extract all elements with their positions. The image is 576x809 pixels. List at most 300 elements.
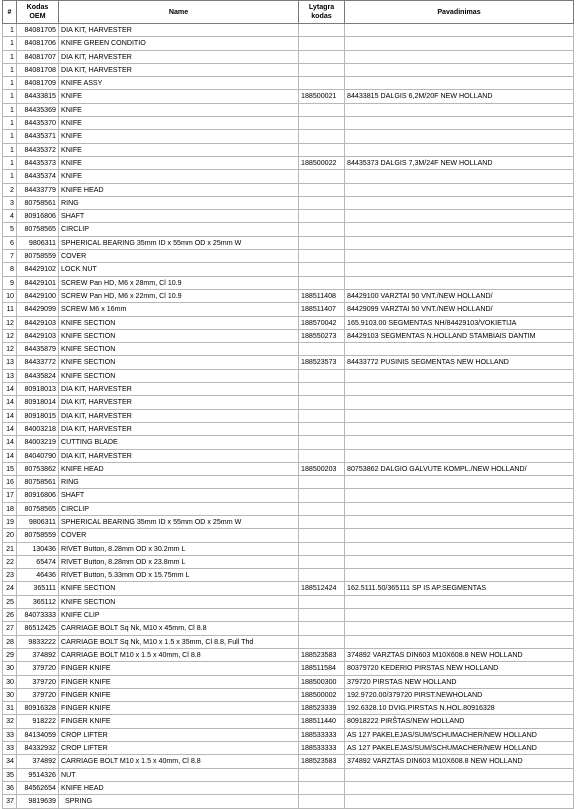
row-number: 33 xyxy=(3,728,17,741)
row-number: 9 xyxy=(3,276,17,289)
row-number: 32 xyxy=(3,715,17,728)
lytagra-code-cell xyxy=(299,103,345,116)
description-cell xyxy=(345,595,574,608)
lytagra-code-cell: 188511408 xyxy=(299,289,345,302)
description-cell xyxy=(345,343,574,356)
lytagra-code-cell xyxy=(299,263,345,276)
part-name-cell: CARRIAGE BOLT Sq Nk, M10 x 45mm, Cl 8.8 xyxy=(59,622,299,635)
lytagra-code-cell xyxy=(299,529,345,542)
description-cell xyxy=(345,117,574,130)
lytagra-code-cell: 188533333 xyxy=(299,742,345,755)
row-number: 14 xyxy=(3,422,17,435)
header-description: Pavadinimas xyxy=(345,1,574,24)
oem-code-cell: 84429103 xyxy=(17,329,59,342)
oem-code-cell: 80916806 xyxy=(17,210,59,223)
row-number: 14 xyxy=(3,436,17,449)
oem-code-cell: 84081707 xyxy=(17,50,59,63)
description-cell xyxy=(345,24,574,37)
table-row xyxy=(3,369,574,382)
part-name-cell: KNIFE SECTION xyxy=(59,595,299,608)
table-row xyxy=(3,210,574,223)
row-number: 25 xyxy=(3,595,17,608)
row-number: 30 xyxy=(3,662,17,675)
description-cell xyxy=(345,795,574,808)
lytagra-code-cell: 188570042 xyxy=(299,316,345,329)
description-cell xyxy=(345,130,574,143)
part-name-cell: LOCK NUT xyxy=(59,263,299,276)
table-row xyxy=(3,289,574,302)
oem-code-cell: 84081708 xyxy=(17,63,59,76)
table-row xyxy=(3,223,574,236)
oem-code-cell: 80918013 xyxy=(17,383,59,396)
table-row xyxy=(3,515,574,528)
description-cell xyxy=(345,223,574,236)
table-row xyxy=(3,383,574,396)
part-name-cell: DIA KIT, HARVESTER xyxy=(59,409,299,422)
description-cell: 379720 PIRSTAS NEW HOLLAND xyxy=(345,675,574,688)
oem-code-cell: 9806311 xyxy=(17,515,59,528)
table-row xyxy=(3,742,574,755)
lytagra-code-cell: 188523573 xyxy=(299,356,345,369)
row-number: 10 xyxy=(3,289,17,302)
oem-code-cell: 80758561 xyxy=(17,196,59,209)
table-row xyxy=(3,263,574,276)
description-cell xyxy=(345,542,574,555)
oem-code-cell: 84435369 xyxy=(17,103,59,116)
part-name-cell: KNIFE xyxy=(59,170,299,183)
oem-code-cell: 374892 xyxy=(17,648,59,661)
description-cell xyxy=(345,250,574,263)
oem-code-cell: 365112 xyxy=(17,595,59,608)
description-cell: 84429099 VARZTAI 50 VNT./NEW HOLLAND/ xyxy=(345,303,574,316)
row-number: 1 xyxy=(3,77,17,90)
description-cell xyxy=(345,409,574,422)
row-number: 6 xyxy=(3,236,17,249)
table-row xyxy=(3,715,574,728)
part-name-cell: KNIFE SECTION xyxy=(59,369,299,382)
lytagra-code-cell xyxy=(299,781,345,794)
part-name-cell: SPHERICAL BEARING 35mm ID x 55mm OD x 25mm W xyxy=(59,236,299,249)
oem-code-cell: 84040790 xyxy=(17,449,59,462)
part-name-cell: KNIFE xyxy=(59,143,299,156)
parts-table xyxy=(2,0,574,809)
description-cell xyxy=(345,489,574,502)
row-number: 1 xyxy=(3,117,17,130)
table-row xyxy=(3,143,574,156)
part-name-cell: CROP LIFTER xyxy=(59,728,299,741)
lytagra-code-cell xyxy=(299,369,345,382)
lytagra-code-cell xyxy=(299,609,345,622)
oem-code-cell: 84435373 xyxy=(17,156,59,169)
part-name-cell: KNIFE SECTION xyxy=(59,582,299,595)
row-number: 1 xyxy=(3,63,17,76)
row-number: 12 xyxy=(3,329,17,342)
lytagra-code-cell xyxy=(299,343,345,356)
table-row xyxy=(3,236,574,249)
row-number: 23 xyxy=(3,569,17,582)
oem-code-cell: 84003219 xyxy=(17,436,59,449)
description-cell xyxy=(345,396,574,409)
parts-sheet xyxy=(2,0,573,809)
row-number: 3 xyxy=(3,196,17,209)
table-row xyxy=(3,356,574,369)
oem-code-cell: 86512425 xyxy=(17,622,59,635)
table-row xyxy=(3,343,574,356)
description-cell: 84429103 SEGMENTAS N.HOLLAND STAMBIAIS DANTIM xyxy=(345,329,574,342)
lytagra-code-cell xyxy=(299,569,345,582)
description-cell xyxy=(345,609,574,622)
oem-code-cell: 84435374 xyxy=(17,170,59,183)
part-name-cell: KNIFE xyxy=(59,130,299,143)
table-row xyxy=(3,183,574,196)
oem-code-cell: 84435370 xyxy=(17,117,59,130)
oem-code-cell: 80758565 xyxy=(17,223,59,236)
lytagra-code-cell xyxy=(299,143,345,156)
lytagra-code-cell: 188500002 xyxy=(299,688,345,701)
description-cell xyxy=(345,369,574,382)
table-row xyxy=(3,569,574,582)
row-number: 35 xyxy=(3,768,17,781)
part-name-cell: KNIFE SECTION xyxy=(59,329,299,342)
table-row xyxy=(3,688,574,701)
description-cell xyxy=(345,210,574,223)
row-number: 26 xyxy=(3,609,17,622)
lytagra-code-cell: 188511407 xyxy=(299,303,345,316)
lytagra-code-cell xyxy=(299,555,345,568)
lytagra-code-cell xyxy=(299,542,345,555)
oem-code-cell: 9819639 xyxy=(17,795,59,808)
lytagra-code-cell: 188500021 xyxy=(299,90,345,103)
lytagra-code-cell xyxy=(299,795,345,808)
description-cell xyxy=(345,555,574,568)
lytagra-code-cell xyxy=(299,515,345,528)
lytagra-code-cell xyxy=(299,210,345,223)
table-row xyxy=(3,103,574,116)
part-name-cell: SPHERICAL BEARING 35mm ID x 55mm OD x 25mm W xyxy=(59,515,299,528)
table-row xyxy=(3,130,574,143)
oem-code-cell: 84073333 xyxy=(17,609,59,622)
oem-code-cell: 80758559 xyxy=(17,250,59,263)
oem-code-cell: 80753862 xyxy=(17,462,59,475)
table-row xyxy=(3,462,574,475)
lytagra-code-cell xyxy=(299,476,345,489)
row-number: 15 xyxy=(3,462,17,475)
row-number: 2 xyxy=(3,183,17,196)
row-number: 37 xyxy=(3,795,17,808)
row-number: 20 xyxy=(3,529,17,542)
description-cell: 80753862 DALGIO GALVUTE KOMPL./NEW HOLLAND/ xyxy=(345,462,574,475)
description-cell xyxy=(345,77,574,90)
part-name-cell: SHAFT xyxy=(59,489,299,502)
lytagra-code-cell: 188533333 xyxy=(299,728,345,741)
header-number: # xyxy=(3,1,17,24)
oem-code-cell: 80758561 xyxy=(17,476,59,489)
lytagra-code-cell xyxy=(299,502,345,515)
part-name-cell: SCREW M6 x 16mm xyxy=(59,303,299,316)
oem-code-cell: 130436 xyxy=(17,542,59,555)
table-row xyxy=(3,170,574,183)
lytagra-code-cell xyxy=(299,422,345,435)
row-number: 17 xyxy=(3,489,17,502)
description-cell xyxy=(345,50,574,63)
part-name-cell: FINGER KNIFE xyxy=(59,675,299,688)
row-number: 1 xyxy=(3,90,17,103)
description-cell xyxy=(345,622,574,635)
oem-code-cell: 84429103 xyxy=(17,316,59,329)
lytagra-code-cell: 188512424 xyxy=(299,582,345,595)
row-number: 14 xyxy=(3,409,17,422)
row-number: 12 xyxy=(3,316,17,329)
oem-code-cell: 918222 xyxy=(17,715,59,728)
lytagra-code-cell xyxy=(299,183,345,196)
oem-code-cell: 84435372 xyxy=(17,143,59,156)
table-row xyxy=(3,502,574,515)
table-row xyxy=(3,250,574,263)
table-row xyxy=(3,117,574,130)
description-cell: 84429100 VARZTAI 50 VNT./NEW HOLLAND/ xyxy=(345,289,574,302)
part-name-cell: KNIFE CLIP xyxy=(59,609,299,622)
row-number: 21 xyxy=(3,542,17,555)
lytagra-code-cell xyxy=(299,170,345,183)
description-cell xyxy=(345,196,574,209)
part-name-cell: FINGER KNIFE xyxy=(59,702,299,715)
description-cell xyxy=(345,502,574,515)
oem-code-cell: 84435824 xyxy=(17,369,59,382)
header-oem-code: Kodas OEM xyxy=(17,1,59,24)
part-name-cell: FINGER KNIFE xyxy=(59,715,299,728)
description-cell xyxy=(345,436,574,449)
table-row xyxy=(3,529,574,542)
description-cell xyxy=(345,515,574,528)
oem-code-cell: 9514326 xyxy=(17,768,59,781)
lytagra-code-cell: 188550273 xyxy=(299,329,345,342)
part-name-cell: KNIFE xyxy=(59,156,299,169)
description-cell xyxy=(345,768,574,781)
description-cell: 84433772 PUSINIS SEGMENTAS NEW HOLLAND xyxy=(345,356,574,369)
table-row xyxy=(3,662,574,675)
oem-code-cell: 379720 xyxy=(17,675,59,688)
header-lytagra-code: Lytagra kodas xyxy=(299,1,345,24)
lytagra-code-cell xyxy=(299,196,345,209)
lytagra-code-cell xyxy=(299,489,345,502)
table-row xyxy=(3,675,574,688)
part-name-cell: DIA KIT, HARVESTER xyxy=(59,50,299,63)
part-name-cell: KNIFE HEAD xyxy=(59,462,299,475)
table-row xyxy=(3,582,574,595)
lytagra-code-cell xyxy=(299,449,345,462)
row-number: 1 xyxy=(3,103,17,116)
oem-code-cell: 84332932 xyxy=(17,742,59,755)
part-name-cell: CIRCLIP xyxy=(59,502,299,515)
table-row xyxy=(3,409,574,422)
part-name-cell: COVER xyxy=(59,250,299,263)
part-name-cell: KNIFE HEAD xyxy=(59,183,299,196)
lytagra-code-cell xyxy=(299,595,345,608)
lytagra-code-cell: 188500022 xyxy=(299,156,345,169)
description-cell: 80379720 KEDERIO PIRSTAS NEW HOLLAND xyxy=(345,662,574,675)
part-name-cell: DIA KIT, HARVESTER xyxy=(59,396,299,409)
lytagra-code-cell xyxy=(299,236,345,249)
table-row xyxy=(3,781,574,794)
description-cell: 162.5111.50/365111 SP IS AP.SEGMENTAS xyxy=(345,582,574,595)
lytagra-code-cell xyxy=(299,635,345,648)
row-number: 1 xyxy=(3,24,17,37)
part-name-cell: KNIFE SECTION xyxy=(59,343,299,356)
part-name-cell: KNIFE xyxy=(59,117,299,130)
row-number: 24 xyxy=(3,582,17,595)
row-number: 13 xyxy=(3,369,17,382)
lytagra-code-cell xyxy=(299,130,345,143)
lytagra-code-cell xyxy=(299,117,345,130)
part-name-cell: RIVET Button, 5.33mm OD x 15.75mm L xyxy=(59,569,299,582)
row-number: 14 xyxy=(3,383,17,396)
oem-code-cell: 84134059 xyxy=(17,728,59,741)
description-cell xyxy=(345,529,574,542)
part-name-cell: SCREW Pan HD, M6 x 28mm, Cl 10.9 xyxy=(59,276,299,289)
part-name-cell: CARRIAGE BOLT M10 x 1.5 x 40mm, Cl 8.8 xyxy=(59,755,299,768)
row-number: 1 xyxy=(3,50,17,63)
row-number: 30 xyxy=(3,675,17,688)
table-row xyxy=(3,329,574,342)
row-number: 14 xyxy=(3,396,17,409)
description-cell: 192.9720.00/379720 PIRST.NEWHOLAND xyxy=(345,688,574,701)
part-name-cell: SPRING xyxy=(59,795,299,808)
oem-code-cell: 80916806 xyxy=(17,489,59,502)
header-name: Name xyxy=(59,1,299,24)
part-name-cell: KNIFE SECTION xyxy=(59,356,299,369)
description-cell: AS 127 PAKELEJAS/SUM/SCHUMACHER/NEW HOLLAND xyxy=(345,728,574,741)
table-row xyxy=(3,196,574,209)
table-body xyxy=(3,24,574,809)
description-cell xyxy=(345,63,574,76)
row-number: 1 xyxy=(3,170,17,183)
description-cell: 165.9103.00 SEGMENTAS NH/84429103/VOKIETIJA xyxy=(345,316,574,329)
part-name-cell: KNIFE SECTION xyxy=(59,316,299,329)
oem-code-cell: 84433815 xyxy=(17,90,59,103)
table-row xyxy=(3,595,574,608)
oem-code-cell: 84429102 xyxy=(17,263,59,276)
oem-code-cell: 84081709 xyxy=(17,77,59,90)
part-name-cell: RING xyxy=(59,196,299,209)
description-cell xyxy=(345,383,574,396)
description-cell: 374892 VARZTAS DIN603 M10X608.8 NEW HOLLAND xyxy=(345,648,574,661)
row-number: 31 xyxy=(3,702,17,715)
row-number: 36 xyxy=(3,781,17,794)
oem-code-cell: 80918015 xyxy=(17,409,59,422)
part-name-cell: KNIFE xyxy=(59,90,299,103)
oem-code-cell: 9806311 xyxy=(17,236,59,249)
description-cell xyxy=(345,143,574,156)
part-name-cell: KNIFE HEAD xyxy=(59,781,299,794)
oem-code-cell: 80758559 xyxy=(17,529,59,542)
table-row xyxy=(3,702,574,715)
row-number: 33 xyxy=(3,742,17,755)
table-row xyxy=(3,755,574,768)
description-cell xyxy=(345,236,574,249)
lytagra-code-cell xyxy=(299,77,345,90)
part-name-cell: RIVET Button, 8.28mm OD x 23.8mm L xyxy=(59,555,299,568)
lytagra-code-cell xyxy=(299,223,345,236)
table-row xyxy=(3,542,574,555)
description-cell xyxy=(345,569,574,582)
table-row xyxy=(3,50,574,63)
lytagra-code-cell xyxy=(299,250,345,263)
part-name-cell: KNIFE xyxy=(59,103,299,116)
lytagra-code-cell xyxy=(299,37,345,50)
oem-code-cell: 374892 xyxy=(17,755,59,768)
table-row xyxy=(3,449,574,462)
lytagra-code-cell xyxy=(299,396,345,409)
lytagra-code-cell xyxy=(299,63,345,76)
table-row xyxy=(3,24,574,37)
row-number: 14 xyxy=(3,449,17,462)
oem-code-cell: 80758565 xyxy=(17,502,59,515)
part-name-cell: DIA KIT, HARVESTER xyxy=(59,449,299,462)
lytagra-code-cell: 188523339 xyxy=(299,702,345,715)
description-cell xyxy=(345,449,574,462)
row-number: 1 xyxy=(3,130,17,143)
row-number: 1 xyxy=(3,143,17,156)
lytagra-code-cell xyxy=(299,409,345,422)
row-number: 16 xyxy=(3,476,17,489)
oem-code-cell: 84003218 xyxy=(17,422,59,435)
row-number: 13 xyxy=(3,356,17,369)
table-row xyxy=(3,489,574,502)
description-cell xyxy=(345,37,574,50)
oem-code-cell: 84435371 xyxy=(17,130,59,143)
part-name-cell: CIRCLIP xyxy=(59,223,299,236)
lytagra-code-cell xyxy=(299,276,345,289)
lytagra-code-cell: 188511440 xyxy=(299,715,345,728)
part-name-cell: COVER xyxy=(59,529,299,542)
table-row xyxy=(3,795,574,808)
part-name-cell: NUT xyxy=(59,768,299,781)
lytagra-code-cell xyxy=(299,436,345,449)
oem-code-cell: 65474 xyxy=(17,555,59,568)
description-cell xyxy=(345,422,574,435)
lytagra-code-cell xyxy=(299,50,345,63)
description-cell: 80918222 PIRŠTAS/NEW HOLLAND xyxy=(345,715,574,728)
part-name-cell: CARRIAGE BOLT Sq Nk, M10 x 1.5 x 35mm, Cl 8.8, Full Thd xyxy=(59,635,299,648)
oem-code-cell: 80918014 xyxy=(17,396,59,409)
description-cell xyxy=(345,635,574,648)
description-cell xyxy=(345,183,574,196)
part-name-cell: CUTTING BLADE xyxy=(59,436,299,449)
table-row xyxy=(3,156,574,169)
table-row xyxy=(3,648,574,661)
oem-code-cell: 84433779 xyxy=(17,183,59,196)
part-name-cell: CARRIAGE BOLT M10 x 1.5 x 40mm, Cl 8.8 xyxy=(59,648,299,661)
table-row xyxy=(3,622,574,635)
header-row xyxy=(3,1,574,24)
lytagra-code-cell: 188523583 xyxy=(299,648,345,661)
part-name-cell: RIVET Button, 8.28mm OD x 30.2mm L xyxy=(59,542,299,555)
table-row xyxy=(3,276,574,289)
oem-code-cell: 84435879 xyxy=(17,343,59,356)
description-cell: 192.6328.10 DVIG.PIRSTAS N.HOL.80916328 xyxy=(345,702,574,715)
lytagra-code-cell xyxy=(299,622,345,635)
part-name-cell: KNIFE ASSY xyxy=(59,77,299,90)
row-number: 30 xyxy=(3,688,17,701)
part-name-cell: DIA KIT, HARVESTER xyxy=(59,24,299,37)
oem-code-cell: 80916328 xyxy=(17,702,59,715)
table-row xyxy=(3,37,574,50)
part-name-cell: RING xyxy=(59,476,299,489)
lytagra-code-cell xyxy=(299,24,345,37)
part-name-cell: SCREW Pan HD, M6 x 22mm, Cl 10.9 xyxy=(59,289,299,302)
oem-code-cell: 84429099 xyxy=(17,303,59,316)
table-row xyxy=(3,422,574,435)
